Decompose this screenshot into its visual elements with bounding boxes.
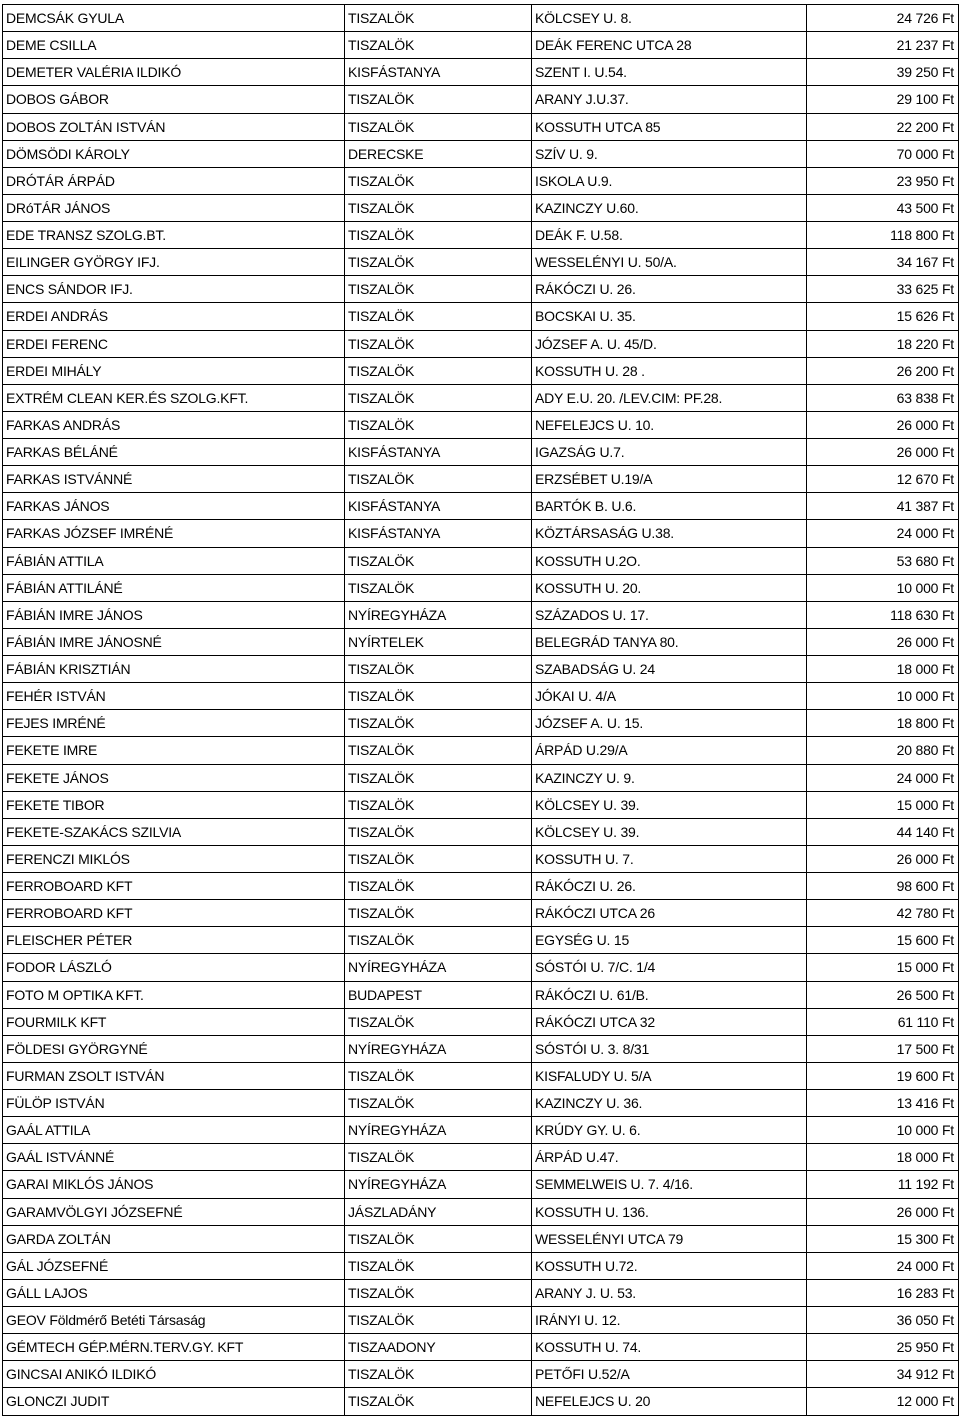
name-cell: EDE TRANSZ SZOLG.BT. (3, 222, 345, 249)
address-cell: SZÁZADOS U. 17. (532, 601, 807, 628)
address-cell: WESSELÉNYI UTCA 79 (532, 1225, 807, 1252)
table-row (3, 818, 959, 845)
table-row (3, 167, 959, 194)
address-cell: KÖLCSEY U. 39. (532, 818, 807, 845)
city-cell: TISZALÖK (345, 357, 532, 384)
name-cell: EXTRÉM CLEAN KER.ÉS SZOLG.KFT. (3, 384, 345, 411)
city-cell: TISZALÖK (345, 547, 532, 574)
table-row (3, 954, 959, 981)
address-cell: ISKOLA U.9. (532, 167, 807, 194)
address-cell: KÖLCSEY U. 8. (532, 5, 807, 32)
city-cell: KISFÁSTANYA (345, 59, 532, 86)
table-row (3, 737, 959, 764)
address-cell: KOSSUTH U.72. (532, 1252, 807, 1279)
amount-cell: 41 387 Ft (807, 493, 959, 520)
amount-cell: 34 167 Ft (807, 249, 959, 276)
table-row (3, 276, 959, 303)
table-row (3, 59, 959, 86)
name-cell: GARDA ZOLTÁN (3, 1225, 345, 1252)
name-cell: FÁBIÁN KRISZTIÁN (3, 656, 345, 683)
address-cell: WESSELÉNYI U. 50/A. (532, 249, 807, 276)
name-cell: FEHÉR ISTVÁN (3, 683, 345, 710)
city-cell: TISZALÖK (345, 194, 532, 221)
name-cell: FERENCZI MIKLÓS (3, 845, 345, 872)
address-cell: IGAZSÁG U.7. (532, 439, 807, 466)
address-cell: DEÁK F. U.58. (532, 222, 807, 249)
city-cell: KISFÁSTANYA (345, 520, 532, 547)
address-cell: NEFELEJCS U. 20 (532, 1388, 807, 1415)
amount-cell: 13 416 Ft (807, 1090, 959, 1117)
name-cell: DRÓTÁR ÁRPÁD (3, 167, 345, 194)
table-row (3, 1307, 959, 1334)
name-cell: FEKETE-SZAKÁCS SZILVIA (3, 818, 345, 845)
amount-cell: 15 300 Ft (807, 1225, 959, 1252)
amount-cell: 10 000 Ft (807, 1117, 959, 1144)
table-row (3, 249, 959, 276)
address-cell: SÓSTÓI U. 7/C. 1/4 (532, 954, 807, 981)
city-cell: JÁSZLADÁNY (345, 1198, 532, 1225)
table-row (3, 466, 959, 493)
amount-cell: 18 800 Ft (807, 710, 959, 737)
table-row (3, 86, 959, 113)
address-cell: SZÍV U. 9. (532, 140, 807, 167)
address-cell: NEFELEJCS U. 10. (532, 411, 807, 438)
name-cell: ERDEI ANDRÁS (3, 303, 345, 330)
name-cell: DEMCSÁK GYULA (3, 5, 345, 32)
table-row (3, 520, 959, 547)
address-cell: ARANY J.U.37. (532, 86, 807, 113)
city-cell: DERECSKE (345, 140, 532, 167)
name-cell: FARKAS JÁNOS (3, 493, 345, 520)
amount-cell: 23 950 Ft (807, 167, 959, 194)
city-cell: NYÍREGYHÁZA (345, 1171, 532, 1198)
name-cell: DOBOS GÁBOR (3, 86, 345, 113)
city-cell: TISZALÖK (345, 167, 532, 194)
city-cell: TISZALÖK (345, 737, 532, 764)
address-cell: SÓSTÓI U. 3. 8/31 (532, 1035, 807, 1062)
amount-cell: 26 000 Ft (807, 628, 959, 655)
records-table-body (3, 5, 959, 1416)
table-row (3, 1171, 959, 1198)
address-cell: KOSSUTH U. 20. (532, 574, 807, 601)
table-row (3, 1090, 959, 1117)
city-cell: KISFÁSTANYA (345, 439, 532, 466)
address-cell: KOSSUTH U. 7. (532, 845, 807, 872)
amount-cell: 15 626 Ft (807, 303, 959, 330)
name-cell: GLONCZI JUDIT (3, 1388, 345, 1415)
table-row (3, 628, 959, 655)
amount-cell: 24 000 Ft (807, 764, 959, 791)
address-cell: JÓZSEF A. U. 15. (532, 710, 807, 737)
name-cell: GÁL JÓZSEFNÉ (3, 1252, 345, 1279)
amount-cell: 24 000 Ft (807, 1252, 959, 1279)
city-cell: TISZALÖK (345, 791, 532, 818)
amount-cell: 34 912 Ft (807, 1361, 959, 1388)
amount-cell: 98 600 Ft (807, 873, 959, 900)
address-cell: KOSSUTH UTCA 85 (532, 113, 807, 140)
city-cell: TISZALÖK (345, 818, 532, 845)
table-row (3, 1225, 959, 1252)
address-cell: PETŐFI U.52/A (532, 1361, 807, 1388)
amount-cell: 43 500 Ft (807, 194, 959, 221)
name-cell: FODOR LÁSZLÓ (3, 954, 345, 981)
amount-cell: 70 000 Ft (807, 140, 959, 167)
table-row (3, 1334, 959, 1361)
amount-cell: 53 680 Ft (807, 547, 959, 574)
name-cell: FÖLDESI GYÖRGYNÉ (3, 1035, 345, 1062)
amount-cell: 15 000 Ft (807, 791, 959, 818)
address-cell: KRÚDY GY. U. 6. (532, 1117, 807, 1144)
name-cell: GAÁL ATTILA (3, 1117, 345, 1144)
amount-cell: 118 630 Ft (807, 601, 959, 628)
table-row (3, 1198, 959, 1225)
amount-cell: 63 838 Ft (807, 384, 959, 411)
table-row (3, 1144, 959, 1171)
amount-cell: 21 237 Ft (807, 32, 959, 59)
name-cell: FARKAS BÉLÁNÉ (3, 439, 345, 466)
address-cell: SZABADSÁG U. 24 (532, 656, 807, 683)
table-row (3, 411, 959, 438)
amount-cell: 44 140 Ft (807, 818, 959, 845)
amount-cell: 36 050 Ft (807, 1307, 959, 1334)
amount-cell: 26 000 Ft (807, 1198, 959, 1225)
city-cell: TISZALÖK (345, 1307, 532, 1334)
city-cell: TISZALÖK (345, 845, 532, 872)
amount-cell: 11 192 Ft (807, 1171, 959, 1198)
amount-cell: 39 250 Ft (807, 59, 959, 86)
city-cell: TISZALÖK (345, 900, 532, 927)
amount-cell: 26 000 Ft (807, 411, 959, 438)
table-row (3, 1008, 959, 1035)
amount-cell: 20 880 Ft (807, 737, 959, 764)
name-cell: ENCS SÁNDOR IFJ. (3, 276, 345, 303)
city-cell: TISZALÖK (345, 1252, 532, 1279)
name-cell: EILINGER GYÖRGY IFJ. (3, 249, 345, 276)
name-cell: FEJES IMRÉNÉ (3, 710, 345, 737)
amount-cell: 12 670 Ft (807, 466, 959, 493)
amount-cell: 26 200 Ft (807, 357, 959, 384)
city-cell: TISZALÖK (345, 384, 532, 411)
address-cell: ERZSÉBET U.19/A (532, 466, 807, 493)
amount-cell: 18 000 Ft (807, 656, 959, 683)
address-cell: ARANY J. U. 53. (532, 1279, 807, 1306)
table-row (3, 1035, 959, 1062)
city-cell: BUDAPEST (345, 981, 532, 1008)
table-row (3, 981, 959, 1008)
table-row (3, 656, 959, 683)
city-cell: TISZALÖK (345, 1388, 532, 1415)
table-row (3, 384, 959, 411)
name-cell: ERDEI MIHÁLY (3, 357, 345, 384)
address-cell: JÓZSEF A. U. 45/D. (532, 330, 807, 357)
table-row (3, 303, 959, 330)
amount-cell: 16 283 Ft (807, 1279, 959, 1306)
table-row (3, 764, 959, 791)
address-cell: RÁKÓCZI U. 26. (532, 873, 807, 900)
city-cell: TISZALÖK (345, 710, 532, 737)
table-row (3, 357, 959, 384)
address-cell: ÁRPÁD U.47. (532, 1144, 807, 1171)
address-cell: RÁKÓCZI U. 26. (532, 276, 807, 303)
name-cell: FEKETE TIBOR (3, 791, 345, 818)
table-row (3, 1388, 959, 1415)
table-row (3, 710, 959, 737)
table-row (3, 439, 959, 466)
address-cell: BOCSKAI U. 35. (532, 303, 807, 330)
table-row (3, 1062, 959, 1089)
records-table (2, 4, 959, 1416)
table-row (3, 330, 959, 357)
name-cell: GARAMVÖLGYI JÓZSEFNÉ (3, 1198, 345, 1225)
address-cell: DEÁK FERENC UTCA 28 (532, 32, 807, 59)
city-cell: TISZALÖK (345, 873, 532, 900)
city-cell: TISZALÖK (345, 1225, 532, 1252)
amount-cell: 24 000 Ft (807, 520, 959, 547)
amount-cell: 61 110 Ft (807, 1008, 959, 1035)
table-row (3, 1252, 959, 1279)
city-cell: TISZALÖK (345, 86, 532, 113)
city-cell: TISZAADONY (345, 1334, 532, 1361)
city-cell: TISZALÖK (345, 276, 532, 303)
name-cell: DEMETER VALÉRIA ILDIKÓ (3, 59, 345, 86)
name-cell: ERDEI FERENC (3, 330, 345, 357)
amount-cell: 10 000 Ft (807, 574, 959, 601)
name-cell: FERROBOARD KFT (3, 873, 345, 900)
table-row (3, 845, 959, 872)
table-row (3, 873, 959, 900)
name-cell: FERROBOARD KFT (3, 900, 345, 927)
amount-cell: 12 000 Ft (807, 1388, 959, 1415)
name-cell: DOBOS ZOLTÁN ISTVÁN (3, 113, 345, 140)
name-cell: FLEISCHER PÉTER (3, 927, 345, 954)
city-cell: TISZALÖK (345, 574, 532, 601)
address-cell: KOSSUTH U.2O. (532, 547, 807, 574)
name-cell: GINCSAI ANIKÓ ILDIKÓ (3, 1361, 345, 1388)
name-cell: FÜLÖP ISTVÁN (3, 1090, 345, 1117)
table-row (3, 5, 959, 32)
name-cell: FEKETE JÁNOS (3, 764, 345, 791)
table-row (3, 1117, 959, 1144)
name-cell: FOURMILK KFT (3, 1008, 345, 1035)
city-cell: TISZALÖK (345, 466, 532, 493)
address-cell: RÁKÓCZI UTCA 26 (532, 900, 807, 927)
amount-cell: 25 950 Ft (807, 1334, 959, 1361)
city-cell: TISZALÖK (345, 5, 532, 32)
table-row (3, 574, 959, 601)
amount-cell: 26 000 Ft (807, 439, 959, 466)
city-cell: TISZALÖK (345, 927, 532, 954)
table-row (3, 140, 959, 167)
amount-cell: 33 625 Ft (807, 276, 959, 303)
table-row (3, 900, 959, 927)
city-cell: TISZALÖK (345, 113, 532, 140)
table-row (3, 493, 959, 520)
address-cell: SZENT I. U.54. (532, 59, 807, 86)
city-cell: TISZALÖK (345, 411, 532, 438)
city-cell: TISZALÖK (345, 32, 532, 59)
city-cell: TISZALÖK (345, 249, 532, 276)
city-cell: TISZALÖK (345, 656, 532, 683)
name-cell: GARAI MIKLÓS JÁNOS (3, 1171, 345, 1198)
table-row (3, 683, 959, 710)
city-cell: TISZALÖK (345, 1361, 532, 1388)
address-cell: KAZINCZY U. 9. (532, 764, 807, 791)
address-cell: RÁKÓCZI U. 61/B. (532, 981, 807, 1008)
name-cell: GEOV Földmérő Betéti Társaság (3, 1307, 345, 1334)
table-row (3, 222, 959, 249)
address-cell: BARTÓK B. U.6. (532, 493, 807, 520)
city-cell: TISZALÖK (345, 1090, 532, 1117)
name-cell: DÖMSÖDI KÁROLY (3, 140, 345, 167)
address-cell: IRÁNYI U. 12. (532, 1307, 807, 1334)
table-row (3, 791, 959, 818)
address-cell: SEMMELWEIS U. 7. 4/16. (532, 1171, 807, 1198)
table-row (3, 547, 959, 574)
city-cell: TISZALÖK (345, 764, 532, 791)
city-cell: NYÍREGYHÁZA (345, 1035, 532, 1062)
name-cell: DEME CSILLA (3, 32, 345, 59)
city-cell: NYÍREGYHÁZA (345, 1117, 532, 1144)
amount-cell: 42 780 Ft (807, 900, 959, 927)
city-cell: TISZALÖK (345, 1008, 532, 1035)
table-row (3, 32, 959, 59)
amount-cell: 18 000 Ft (807, 1144, 959, 1171)
amount-cell: 18 220 Ft (807, 330, 959, 357)
amount-cell: 15 600 Ft (807, 927, 959, 954)
city-cell: TISZALÖK (345, 1279, 532, 1306)
address-cell: ADY E.U. 20. /LEV.CIM: PF.28. (532, 384, 807, 411)
address-cell: KAZINCZY U. 36. (532, 1090, 807, 1117)
address-cell: KÖLCSEY U. 39. (532, 791, 807, 818)
city-cell: TISZALÖK (345, 1062, 532, 1089)
amount-cell: 17 500 Ft (807, 1035, 959, 1062)
table-row (3, 1279, 959, 1306)
name-cell: FOTO M OPTIKA KFT. (3, 981, 345, 1008)
amount-cell: 10 000 Ft (807, 683, 959, 710)
address-cell: RÁKÓCZI UTCA 32 (532, 1008, 807, 1035)
address-cell: KISFALUDY U. 5/A (532, 1062, 807, 1089)
amount-cell: 29 100 Ft (807, 86, 959, 113)
amount-cell: 22 200 Ft (807, 113, 959, 140)
amount-cell: 15 000 Ft (807, 954, 959, 981)
address-cell: JÓKAI U. 4/A (532, 683, 807, 710)
amount-cell: 26 000 Ft (807, 845, 959, 872)
name-cell: FÁBIÁN ATTILÁNÉ (3, 574, 345, 601)
name-cell: GAÁL ISTVÁNNÉ (3, 1144, 345, 1171)
name-cell: GÉMTECH GÉP.MÉRN.TERV.GY. KFT (3, 1334, 345, 1361)
table-row (3, 194, 959, 221)
name-cell: FARKAS JÓZSEF IMRÉNÉ (3, 520, 345, 547)
name-cell: FARKAS ISTVÁNNÉ (3, 466, 345, 493)
address-cell: EGYSÉG U. 15 (532, 927, 807, 954)
name-cell: GÁLL LAJOS (3, 1279, 345, 1306)
table-row (3, 1361, 959, 1388)
amount-cell: 26 500 Ft (807, 981, 959, 1008)
table-row (3, 113, 959, 140)
name-cell: FÁBIÁN IMRE JÁNOS (3, 601, 345, 628)
city-cell: TISZALÖK (345, 683, 532, 710)
name-cell: DRóTÁR JÁNOS (3, 194, 345, 221)
city-cell: TISZALÖK (345, 1144, 532, 1171)
name-cell: FÁBIÁN ATTILA (3, 547, 345, 574)
address-cell: ÁRPÁD U.29/A (532, 737, 807, 764)
city-cell: NYÍREGYHÁZA (345, 601, 532, 628)
amount-cell: 24 726 Ft (807, 5, 959, 32)
amount-cell: 19 600 Ft (807, 1062, 959, 1089)
address-cell: KOSSUTH U. 28 . (532, 357, 807, 384)
address-cell: KAZINCZY U.60. (532, 194, 807, 221)
amount-cell: 118 800 Ft (807, 222, 959, 249)
address-cell: BELEGRÁD TANYA 80. (532, 628, 807, 655)
table-row (3, 927, 959, 954)
table-row (3, 601, 959, 628)
city-cell: KISFÁSTANYA (345, 493, 532, 520)
name-cell: FURMAN ZSOLT ISTVÁN (3, 1062, 345, 1089)
name-cell: FÁBIÁN IMRE JÁNOSNÉ (3, 628, 345, 655)
address-cell: KOSSUTH U. 74. (532, 1334, 807, 1361)
city-cell: NYÍRTELEK (345, 628, 532, 655)
address-cell: KÖZTÁRSASÁG U.38. (532, 520, 807, 547)
city-cell: TISZALÖK (345, 222, 532, 249)
city-cell: TISZALÖK (345, 303, 532, 330)
name-cell: FARKAS ANDRÁS (3, 411, 345, 438)
city-cell: TISZALÖK (345, 330, 532, 357)
city-cell: NYÍREGYHÁZA (345, 954, 532, 981)
name-cell: FEKETE IMRE (3, 737, 345, 764)
address-cell: KOSSUTH U. 136. (532, 1198, 807, 1225)
